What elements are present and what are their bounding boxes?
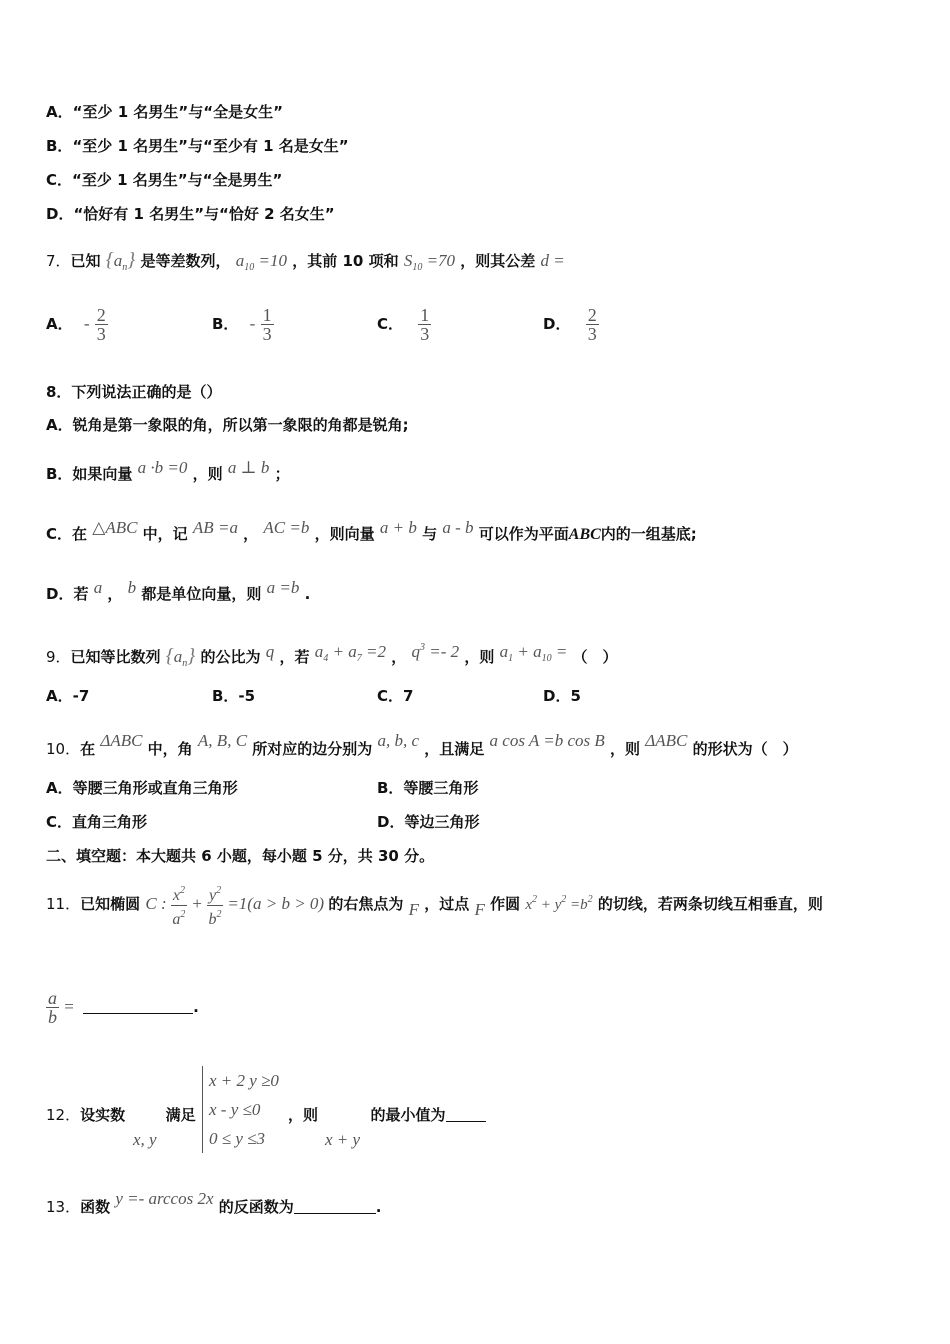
math-f: F: [474, 900, 485, 919]
section-heading: 二、填空题：本大题共 6 小题，每小题 5 分，共 30 分。: [46, 847, 435, 865]
math-an: $\{a_n\}$: [105, 249, 136, 273]
math-d: d =: [540, 251, 565, 270]
q7-option-c: C． $\frac{1}{3}$: [377, 305, 430, 344]
q7-option-d: D． $\frac{2}{3}$: [543, 305, 597, 344]
q10-option-b: B．等腰三角形: [377, 779, 479, 797]
math-a10: $a_{10} =10$: [235, 251, 288, 273]
math-f: F: [408, 900, 419, 919]
fraction-a-b: $\frac{a}{b}$: [48, 988, 57, 1027]
q13-stem: 13．函数 y =- arccos 2x 的反函数为 .: [46, 1189, 382, 1216]
q9-stem: 9．已知等比数列 $\{a_n\}$ 的公比为 q ，若 $a_4 + a_7 =2$ ， $q^3 =- 2$ ，则 $a_1 + a_{10}$ = （ ）: [46, 642, 618, 669]
q8-option-b: B．如果向量 a ·b =0 ，则 a ⊥ b ；: [46, 458, 290, 483]
math-ac-eq-b: AC =b: [263, 518, 310, 537]
q12-stem-end: ，则 的最小值为: [288, 1105, 486, 1125]
math-a-minus-b: a - b: [442, 518, 474, 537]
math-x-plus-y: x + y: [325, 1130, 361, 1149]
q9-option-b: B．-5: [212, 687, 256, 705]
math-a-perp-b: a ⊥ b: [227, 458, 270, 477]
q6-option-c: C．“至少 1 名男生”与“全是男生”: [46, 171, 283, 189]
math-a4-a7: $a_4 + a_7 =2$: [314, 642, 386, 664]
fraction-1-3: $\frac{1}{3}$: [262, 305, 272, 344]
math-constraint-system: x + 2 y ≥0 x - y ≤0 0 ≤ y ≤3: [202, 1066, 279, 1153]
math-q: q: [265, 642, 275, 661]
math-ellipse: C : $\frac{x^2}{a^2}$ + $\frac{y^2}{b^2}$ =1(a > b > 0): [145, 894, 328, 913]
math-xy: x, y: [133, 1130, 157, 1149]
q7-stem: 7．已知 $\{a_n\}$ 是等差数列， $a_{10} =10$ ，其前 10 项和 $S_{10} =70$ ，则其公差 d =: [46, 249, 565, 273]
math-a1-a10: $a_1 + a_{10}$ =: [499, 642, 568, 664]
math-circle: $x^2 + y^2 =b^2$: [525, 894, 593, 913]
math-angles: A, B, C: [197, 731, 248, 750]
fraction-2-3: $\frac{2}{3}$: [587, 305, 597, 344]
q9-option-c: C．7: [377, 687, 414, 705]
math-cos-condition: a cos A =b cos B: [489, 731, 605, 750]
math-ab-eq-a: AB =a: [192, 518, 238, 537]
q10-option-d: D．等边三角形: [377, 813, 480, 831]
q9-option-d: D．5: [543, 687, 581, 705]
math-triangle-abc: △ABC: [92, 518, 138, 537]
math-a: a: [93, 578, 103, 597]
q6-option-d: D．“恰好有 1 名男生”与“恰好 2 名女生”: [46, 205, 335, 223]
math-ab-zero: a ·b =0: [137, 458, 188, 477]
q9-option-a: A．-7: [46, 687, 90, 705]
q10-option-c: C．直角三角形: [46, 813, 148, 831]
math-triangle-abc: ΔABC: [645, 731, 688, 750]
answer-blank[interactable]: [83, 1013, 193, 1014]
math-triangle-abc: ΔABC: [100, 731, 143, 750]
q11-answer: $\frac{a}{b}$ = .: [48, 988, 199, 1027]
q8-option-c: C．在 △ABC 中，记 AB =a ， AC =b ，则向量 a + b 与 a - b 可以作为平面ABC内的一组基底;: [46, 518, 697, 543]
math-a-eq-b: a =b: [266, 578, 300, 597]
q8-stem: 8．下列说法正确的是（）: [46, 383, 222, 401]
q11-stem: 11．已知椭圆 C : $\frac{x^2}{a^2}$ + $\frac{y^2}{b^2}$ =1(a > b > 0) 的右焦点为 F ，过点 F 作圆 $x^2 + y^2 =b^2$ 的切线，若两条切线互相垂直，则: [46, 880, 823, 930]
answer-blank[interactable]: [294, 1213, 376, 1214]
math-s10: $S_{10} =70$: [403, 251, 456, 273]
math-arccos-function: y =- arccos 2x: [115, 1189, 214, 1208]
math-q3: $q^3 =- 2$: [411, 642, 460, 661]
q6-option-b: B．“至少 1 名男生”与“至少有 1 名是女生”: [46, 137, 349, 155]
q10-stem: 10．在 ΔABC 中，角 A, B, C 所对应的边分别为 a, b, c ，且满足 a cos A =b cos B ，则 ΔABC 的形状为（ ）: [46, 731, 798, 758]
math-sides: a, b, c: [377, 731, 420, 750]
math-a-plus-b: a + b: [379, 518, 417, 537]
q7-option-a: A． - $\frac{2}{3}$: [46, 305, 106, 344]
answer-blank[interactable]: [446, 1121, 486, 1122]
q8-option-a: A．锐角是第一象限的角，所以第一象限的角都是锐角;: [46, 416, 409, 434]
math-b: b: [127, 578, 137, 597]
q10-option-a: A．等腰三角形或直角三角形: [46, 779, 238, 797]
fraction-1-3: $\frac{1}{3}$: [420, 305, 430, 344]
q7-option-b: B． - $\frac{1}{3}$: [212, 305, 272, 344]
fraction-2-3: $\frac{2}{3}$: [96, 305, 106, 344]
math-an: $\{a_n\}$: [165, 645, 196, 669]
q8-option-d: D．若 a ， b 都是单位向量，则 a =b .: [46, 578, 311, 603]
q12-stem: 12．设实数 满足: [46, 1106, 196, 1124]
q6-option-a: A．“至少 1 名男生”与“全是女生”: [46, 103, 283, 121]
